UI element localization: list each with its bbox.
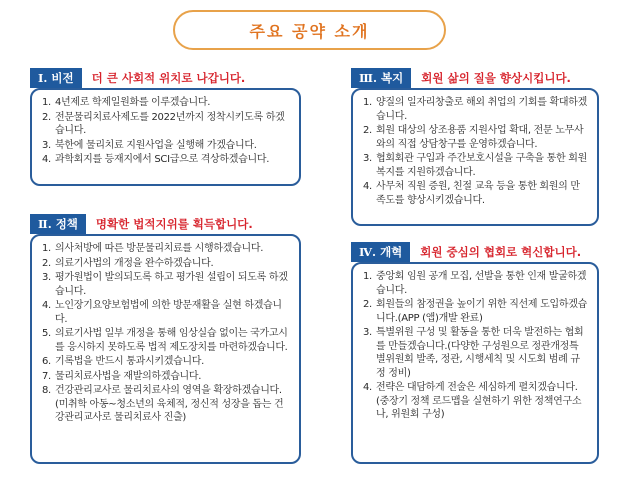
item-list bbox=[42, 96, 289, 167]
section-box bbox=[30, 234, 301, 464]
section-label: 정책 bbox=[55, 217, 78, 231]
item-list bbox=[363, 96, 587, 207]
list-item: 2. 전문물리치료사제도를 2022년까지 정착시키도록 하겠습니다. bbox=[42, 111, 285, 136]
section-policy bbox=[30, 214, 301, 464]
list-item: 8. 건강관리교사로 물리치료사의 영역을 확장하겠습니다. (미취학 아동~청소년의 육체적, 정신적 성장을 돕는 건강관리교사로 물리치료사 진출) bbox=[42, 385, 284, 423]
section-numeral: Ⅱ. bbox=[38, 217, 52, 231]
list-item: 1. 의사처방에 따른 방문물리치료를 시행하겠습니다. bbox=[42, 243, 264, 254]
section-tag bbox=[30, 214, 86, 234]
section-tag bbox=[30, 68, 82, 88]
section-numeral: Ⅳ. bbox=[359, 245, 377, 259]
list-item: 4. 전략은 대담하게 전술은 세심하게 펼치겠습니다.(중장기 정책 로드맵을 실현하기 위한 정책연구소나, 위원회 구성) bbox=[363, 382, 582, 420]
section-box bbox=[351, 262, 599, 464]
section-header bbox=[351, 68, 571, 88]
list-item: 4. 과학회지를 등재지에서 SCI급으로 격상하겠습니다. bbox=[42, 154, 270, 165]
item-list bbox=[42, 242, 289, 425]
section-headline: 명확한 법적지위를 획득합니다. bbox=[95, 217, 253, 231]
section-headline: 회원 삶의 질을 향상시킵니다. bbox=[421, 71, 571, 85]
section-reform bbox=[351, 242, 599, 464]
list-item: 6. 기록법을 반드시 통과시키겠습니다. bbox=[42, 356, 205, 367]
list-item: 7. 물리치료사법을 재발의하겠습니다. bbox=[42, 370, 202, 382]
section-numeral: Ⅲ. bbox=[359, 71, 378, 85]
list-item: 4. 노인장기요양보험법에 의한 방문재활을 실현 하겠습니다. bbox=[42, 300, 282, 325]
section-headline: 더 큰 사회적 위치로 나갑니다. bbox=[91, 71, 246, 85]
section-box bbox=[30, 88, 301, 186]
list-item: 3. 평가원법이 발의되도록 하고 평가원 설립이 되도록 하겠습니다. bbox=[42, 272, 288, 297]
list-item: 1. 중앙회 임원 공개 모집, 선발을 통한 인재 발굴하겠습니다. bbox=[363, 271, 587, 296]
section-numeral: Ⅰ. bbox=[38, 71, 48, 85]
list-item: 3. 특별위원 구성 및 활동을 통한 더욱 발전하는 협회 를 만들겠습니다.(다양한 구성원으로 정관개정특별위원회 발족, 정관, 시행세칙 및 시도회 범례 규정 정비) bbox=[363, 327, 584, 379]
section-welfare bbox=[351, 68, 599, 226]
list-item: 1. 양질의 일자리창출로 해외 취업의 기회를 확대하겠습니다. bbox=[363, 97, 587, 122]
list-item: 4. 사무처 직원 증원, 친절 교육 등을 통한 회원의 만족도를 향상시키겠습니다. bbox=[363, 181, 580, 206]
list-item: 5. 의료기사법 일부 개정을 통해 임상실습 없이는 국가고시를 응시하지 못하도록 법적 제도장치를 마련하겠습니다. bbox=[42, 328, 288, 353]
section-tag bbox=[351, 68, 411, 88]
item-list bbox=[363, 270, 587, 422]
section-box bbox=[351, 88, 599, 226]
list-item: 1. 4년제로 학제일원화를 이루겠습니다. bbox=[42, 97, 211, 108]
section-headline: 회원 중심의 협회로 혁신합니다. bbox=[420, 245, 582, 259]
list-item: 3. 북한에 물리치료 지원사업을 실행해 가겠습니다. bbox=[42, 139, 257, 151]
list-item: 3. 협회회관 구입과 주간보호시설을 구축을 통한 회원복지를 지원하겠습니다. bbox=[363, 153, 587, 178]
list-item: 2. 회원 대상의 상조용품 지원사업 확대, 전문 노무사와의 직접 상담창구를 운영하겠습니다. bbox=[363, 125, 584, 150]
list-item: 2. 의료기사법의 개정을 완수하겠습니다. bbox=[42, 257, 214, 269]
section-header bbox=[30, 214, 253, 234]
section-label: 복지 bbox=[381, 71, 404, 85]
section-label: 비전 bbox=[51, 71, 74, 85]
section-header bbox=[351, 242, 581, 262]
section-header bbox=[30, 68, 245, 88]
list-item: 2. 회원들의 참정권을 높이기 위한 직선제 도입하겠습니다.(APP (앱)개발 완료) bbox=[363, 299, 587, 324]
page-title: 주요 공약 소개 bbox=[249, 21, 370, 41]
section-tag bbox=[351, 242, 410, 262]
page-title-box bbox=[173, 10, 446, 50]
section-vision bbox=[30, 68, 301, 186]
section-label: 개혁 bbox=[380, 245, 403, 259]
